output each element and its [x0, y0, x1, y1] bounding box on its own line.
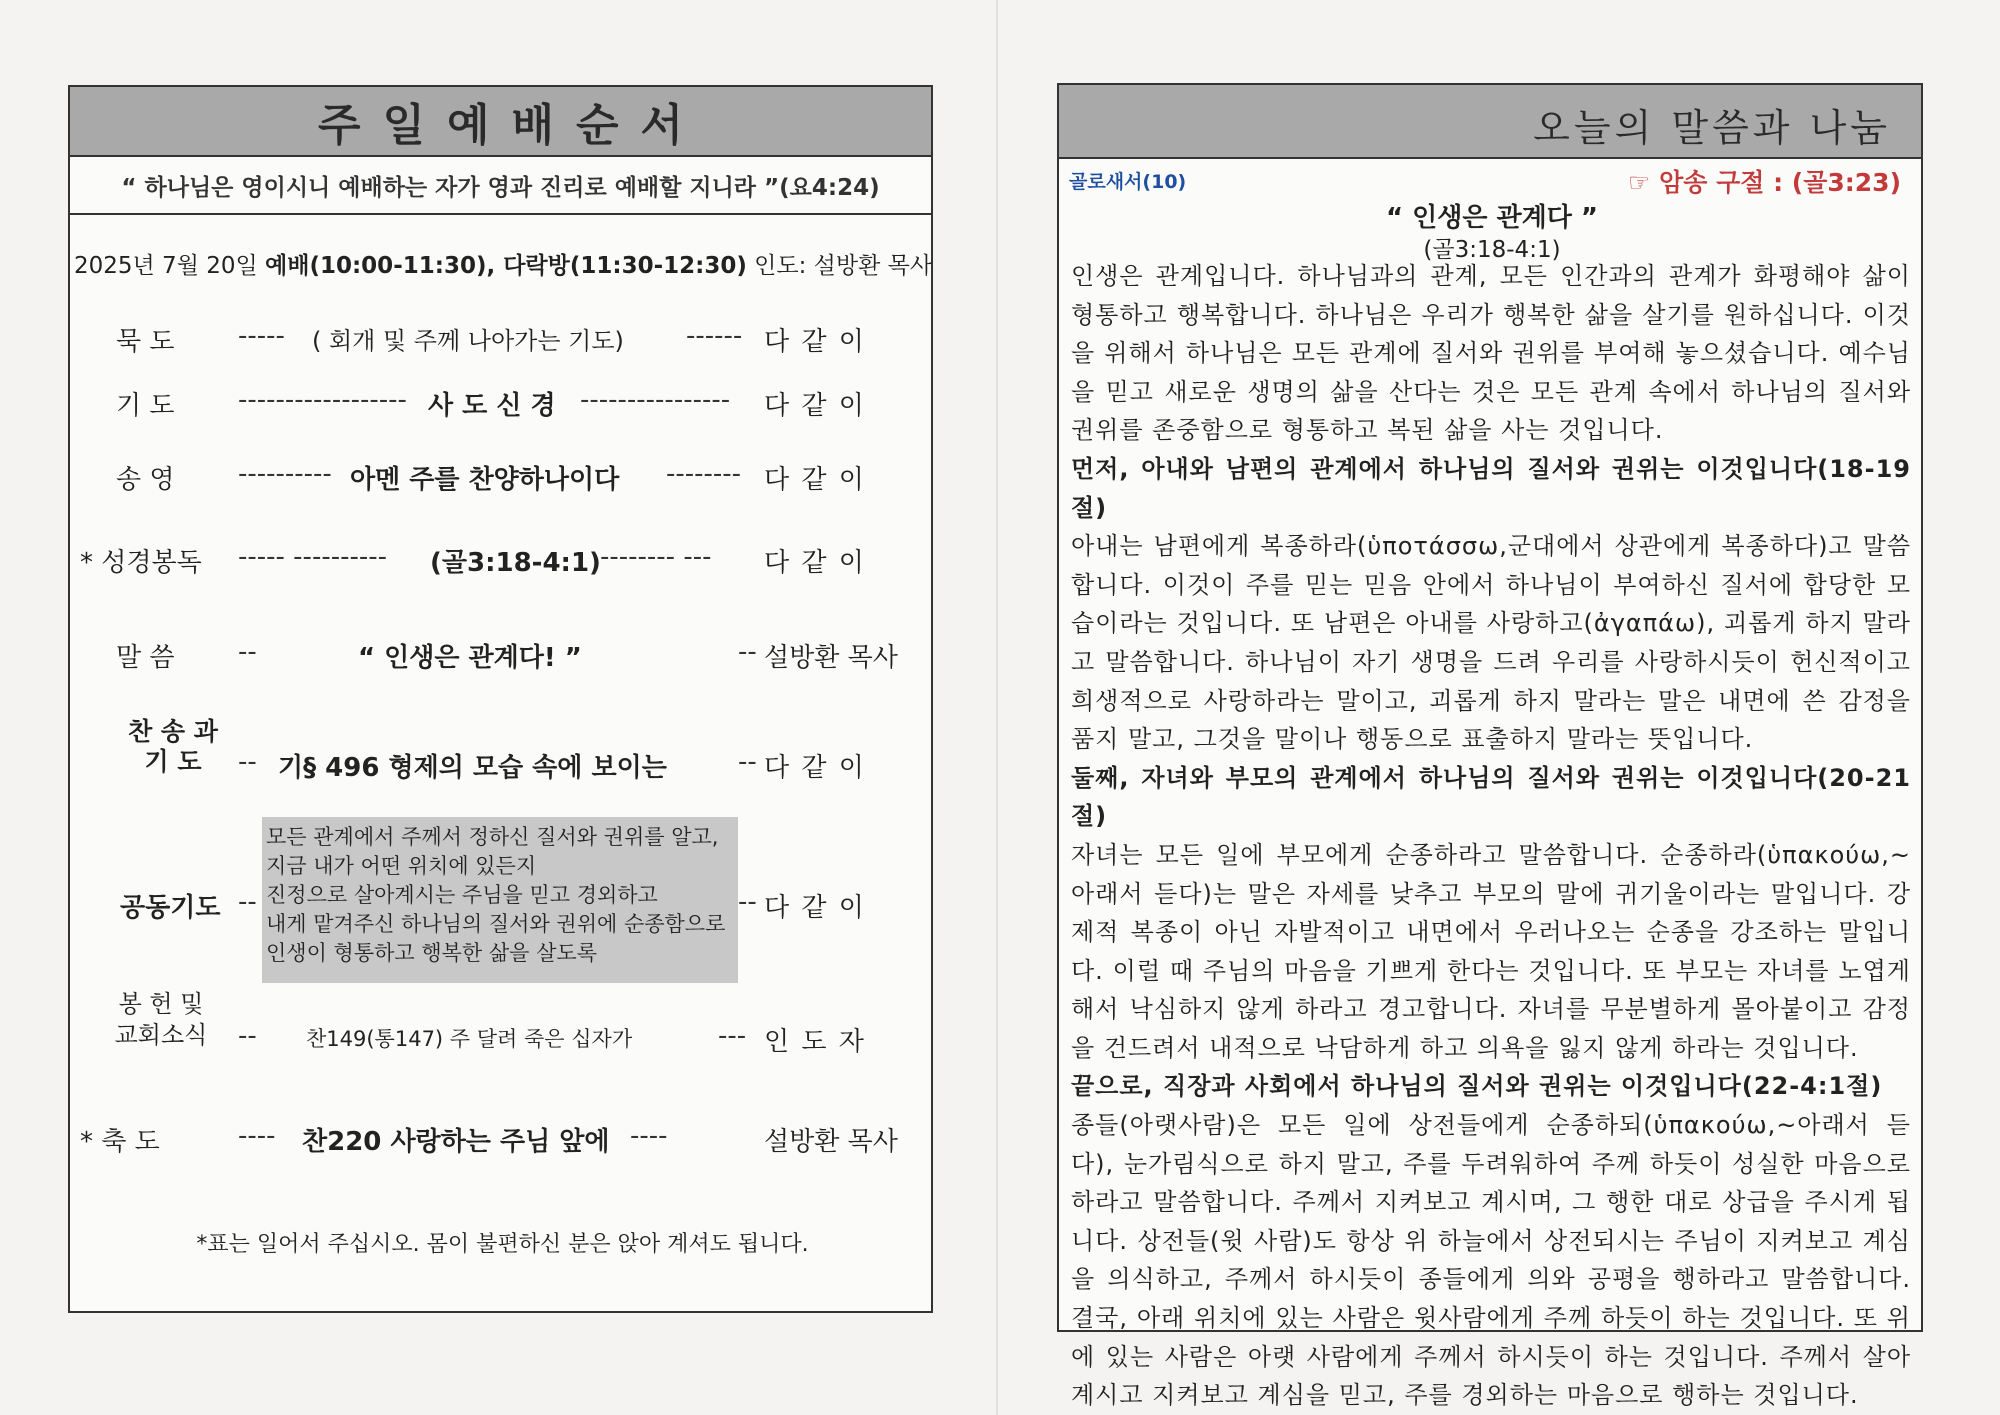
order-dash: ------: [686, 321, 743, 351]
sermon-paragraph: [1071, 759, 1911, 1068]
order-responder: 설방환 목사: [764, 643, 898, 673]
order-responder: 인 도 자: [764, 1027, 866, 1057]
order-item: 사 도 신 경: [428, 391, 556, 421]
paragraph-text: 자녀는 모든 일에 부모에게 순종하라고 말씀합니다. 순종하라(ὑπακούω,~아래서 듣다)는 말은 자세를 낮추고 부모의 말에 귀기울이라는 말입니다. 강제적 복종이 아닌 자발적이고 내면에서 우러나오는 순종을 강조하는 말입니다. 이럴 때 주님의 마음을 기쁘게 한다는 것입니다. 또 부모는 자녀를 노엽게 해서 낙심하지 않게 하라고 경고합니다. 자녀를 무분별하게 몰아붙이고 감정을 건드려서 내적으로 낙담하게 하고 의욕을 잃지 않게 하라는 것입니다.: [1071, 840, 1911, 1062]
paragraph-text: 종들(아랫사람)은 모든 일에 상전들에게 순종하되(ὑπακούω,~아래서 듣다), 눈가림식으로 하지 말고, 주를 두려워하여 주께 하듯이 성실한 마음으로 하라고 말씀합니다. 주께서 지켜보고 계시며, 그 행한 대로 상급을 주시게 됩니다. 상전들(윗 사람)도 항상 위 하늘에서 상전되시는 주님이 지켜보고 계심을 의식하고, 주께서 하시듯이 종들에게 의와 공평을 행하라고 말씀합니다. 결국, 아래 위치에 있는 사람은 윗사람에게 주께 하듯이 하는 것입니다. 또 위에 있는 사람은 아랫 사람에게 주께서 하시듯이 하는 것입니다. 주께서 살아계시고 지켜보고 계심을 믿고, 주를 경외하는 마음으로 행하는 것입니다.: [1071, 1111, 1911, 1410]
order-responder: 다 같 이: [764, 893, 866, 923]
sermon-panel: [1057, 83, 1923, 1410]
order-label: * 성경봉독: [80, 548, 202, 578]
order-responder: 설방환 목사: [764, 1127, 898, 1157]
service-times: 예배(10:00-11:30), 다락방(11:30-12:30): [265, 253, 747, 279]
order-dash: ----------: [238, 459, 332, 489]
sermon-paragraph: [1071, 257, 1911, 450]
order-item: 찬220 사랑하는 주님 앞에: [302, 1127, 610, 1157]
prayer-line: 모든 관계에서 주께서 정하신 질서와 권위를 알고,: [266, 825, 719, 849]
service-leader: 인도: 설방환 목사: [746, 253, 933, 279]
sermon-reference: (골3:18-4:1): [1423, 237, 1561, 263]
service-date: 2025년 7월 20일: [74, 253, 266, 279]
order-dash: --: [738, 747, 757, 777]
order-responder: 다 같 이: [764, 327, 866, 357]
order-dash: --: [238, 1021, 257, 1051]
order-dash: --------: [666, 459, 742, 489]
order-dash: ----- ----------: [238, 542, 387, 572]
standing-note: *표는 일어서 주십시오. 몸이 불편하신 분은 앉아 계셔도 됩니다.: [196, 1232, 809, 1257]
sermon-header: [1059, 85, 1921, 159]
paragraph-heading: 끝으로, 직장과 사회에서 하나님의 질서와 권위는 이것입니다(22-4:1절): [1071, 1072, 1883, 1101]
order-label: 봉 헌 및 교회소식: [114, 990, 208, 1049]
worship-order-header: [70, 87, 931, 157]
order-dash: --: [238, 887, 257, 917]
common-prayer-box: [262, 817, 738, 983]
sermon-paragraph: [1071, 450, 1911, 759]
order-item: 아멘 주를 찬양하나이다: [350, 465, 620, 495]
order-dash: --: [738, 637, 757, 667]
order-dash: --: [238, 747, 257, 777]
paragraph-heading: 먼저, 아내와 남편의 관계에서 하나님의 질서와 권위는 이것입니다(18-19절): [1071, 454, 1911, 522]
memory-verse: ☞ 암송 구절 : (골3:23): [1627, 168, 1901, 197]
order-label: 묵 도: [116, 327, 175, 357]
order-dash: ----: [630, 1121, 668, 1151]
order-label: * 축 도: [80, 1127, 160, 1157]
paragraph-heading: 둘째, 자녀와 부모의 관계에서 하나님의 질서와 권위는 이것입니다(20-21절): [1071, 763, 1911, 831]
order-responder: 다 같 이: [764, 548, 866, 578]
order-dash: --: [238, 637, 257, 667]
order-responder: 다 같 이: [764, 391, 866, 421]
order-responder: 다 같 이: [764, 753, 866, 783]
order-dash: ---: [718, 1021, 747, 1051]
sermon-paragraph: [1071, 1067, 1911, 1414]
service-date-line: [74, 247, 932, 280]
order-label: 송 영: [116, 465, 175, 495]
prayer-line: 인생이 형통하고 행복한 삶을 살도록: [266, 941, 597, 965]
sermon-title: “ 인생은 관계다 ”: [1385, 203, 1599, 233]
order-dash: ----------------: [580, 385, 731, 415]
order-item: ( 회개 및 주께 나아가는 기도): [312, 327, 624, 355]
prayer-line: 내게 맡겨주신 하나님의 질서와 권위에 순종함으로: [266, 912, 726, 936]
paragraph-text: 인생은 관계입니다. 하나님과의 관계, 모든 인간과의 관계가 화평해야 삶이 형통하고 행복합니다. 하나님은 우리가 행복한 삶을 살기를 원하십니다. 이것을 위해서 하나님은 모든 관계에 질서와 권위를 부여해 놓으셨습니다. 예수님을 믿고 새로운 생명의 삶을 산다는 것은 모든 관계 속에서 하나님의 질서와 권위를 존중함으로 형통하고 복된 삶을 사는 것입니다.: [1071, 262, 1911, 445]
opening-verse: “ 하나님은 영이시니 예배하는 자가 영과 진리로 예배할 지니라 ”(요4:24): [70, 157, 931, 215]
order-item: 기§ 496 형제의 모습 속에 보이는: [278, 753, 667, 783]
sermon-panel-title: 오늘의 말씀과 나눔: [1533, 106, 1891, 150]
order-label: 공동기도: [120, 893, 221, 923]
order-label: 기 도: [116, 391, 175, 421]
order-item: “ 인생은 관계다! ”: [358, 643, 582, 673]
order-label: 찬 송 과 기 도: [128, 717, 218, 776]
prayer-line: 지금 내가 어떤 위치에 있든지: [266, 854, 537, 878]
sermon-body: [1071, 257, 1911, 1415]
order-label: 말 씀: [116, 643, 175, 673]
order-dash: --: [738, 887, 757, 917]
order-item: 찬149(통147) 주 달려 죽은 십자가: [306, 1027, 633, 1051]
order-dash: -------- ---: [600, 542, 712, 572]
order-dash: ----: [238, 1121, 276, 1151]
paragraph-text: 아내는 남편에게 복종하라(ὑποτάσσω,군대에서 상관에게 복종하다)고 말씀합니다. 이것이 주를 믿는 믿음 안에서 하나님이 부여하신 질서에 합당한 모습이라는 것입니다. 또 남편은 아내를 사랑하고(ἀγαπάω), 괴롭게 하지 말라고 말씀합니다. 하나님이 자기 생명을 드려 우리를 사랑하시듯이 헌신적이고 희생적으로 사랑하라는 말이고, 괴롭게 하지 말라는 말은 내면에 쓴 감정을 품지 말고, 그것을 말이나 행동으로 표출하지 말라는 뜻입니다.: [1071, 532, 1911, 754]
worship-order-title: 주일예배순서: [317, 100, 706, 151]
order-dash: ------------------: [238, 385, 407, 415]
prayer-line: 진정으로 살아계시는 주님을 믿고 경외하고: [266, 883, 658, 907]
order-responder: 다 같 이: [764, 465, 866, 495]
book-series-label: 골로새서(10): [1069, 171, 1187, 193]
order-dash: -----: [238, 321, 285, 351]
page-fold: [996, 0, 998, 1415]
worship-order-panel: [68, 85, 933, 1313]
order-item: (골3:18-4:1): [430, 548, 601, 578]
